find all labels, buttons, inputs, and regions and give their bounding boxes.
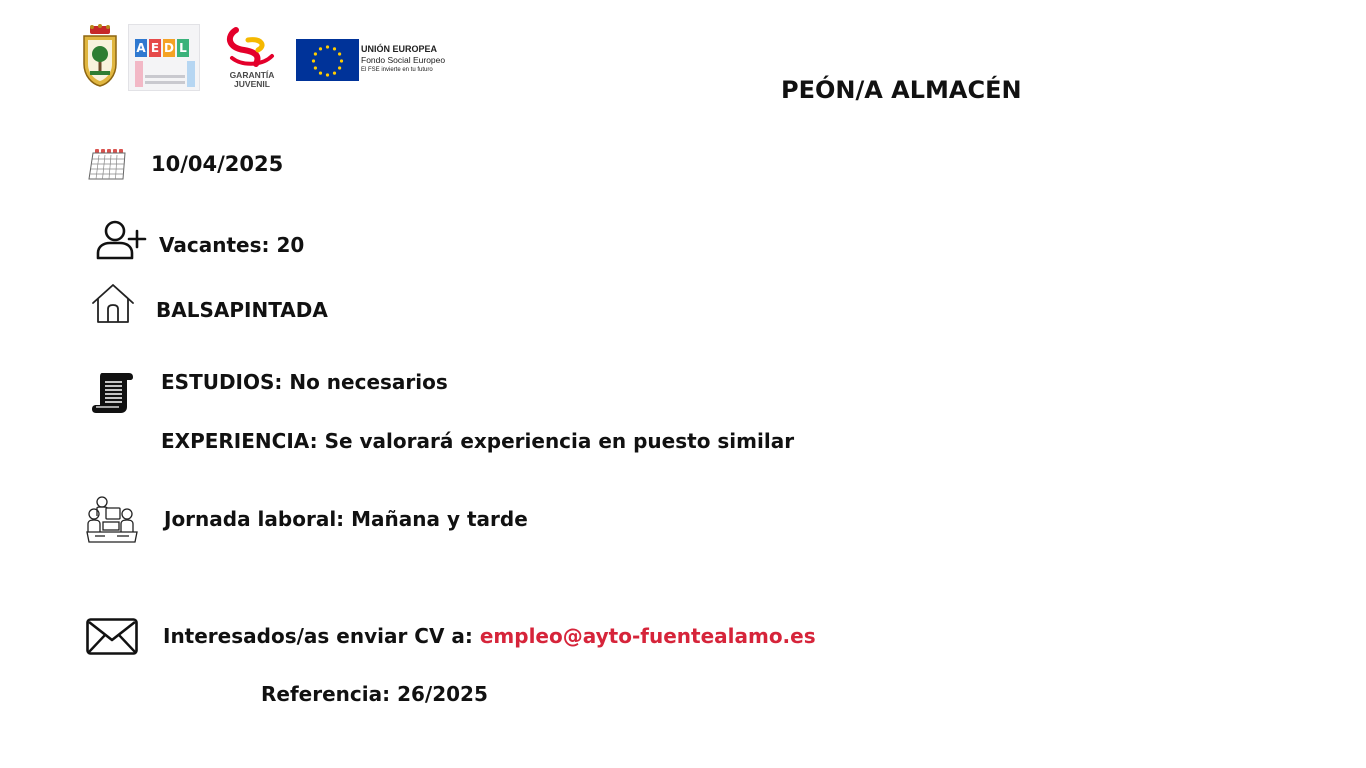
meeting-icon <box>85 494 139 544</box>
studies-label: ESTUDIOS: No necesarios <box>161 370 448 394</box>
aedl-letter-a: A <box>136 41 146 55</box>
envelope-icon <box>86 618 138 656</box>
eu-tagline: El FSE invierte en tu futuro <box>361 67 433 73</box>
schedule-label: Jornada laboral: Mañana y tarde <box>164 507 528 531</box>
calendar-icon <box>86 146 128 182</box>
municipal-crest-logo <box>82 24 118 88</box>
eu-fund: Fondo Social Europeo <box>361 55 446 65</box>
user-plus-icon <box>95 218 147 260</box>
aedl-letter-d: D <box>164 41 174 55</box>
location-label: BALSAPINTADA <box>156 298 328 322</box>
eu-flag-logo <box>296 39 359 81</box>
aedl-letter-e: E <box>150 41 160 55</box>
aedl-logo <box>128 24 200 91</box>
aedl-letter-l: L <box>177 39 189 57</box>
vacancies-label: Vacantes: 20 <box>159 233 305 257</box>
publication-date: 10/04/2025 <box>151 152 284 176</box>
scroll-icon <box>91 369 135 415</box>
reference-label: Referencia: 26/2025 <box>261 682 488 706</box>
house-icon <box>91 283 135 325</box>
garantia-juvenil-logo: GARANTÍA JUVENIL <box>222 26 282 92</box>
contact-prefix: Interesados/as enviar CV a: <box>163 624 480 648</box>
contact-line <box>163 624 816 648</box>
eu-text-block <box>361 44 445 74</box>
job-title: PEÓN/A ALMACÉN <box>781 76 1022 104</box>
contact-email-link[interactable]: empleo@ayto-fuentealamo.es <box>479 624 816 648</box>
eu-title: UNIÓN EUROPEA <box>361 44 438 54</box>
experience-label: EXPERIENCIA: Se valorará experiencia en puesto similar <box>161 429 795 453</box>
